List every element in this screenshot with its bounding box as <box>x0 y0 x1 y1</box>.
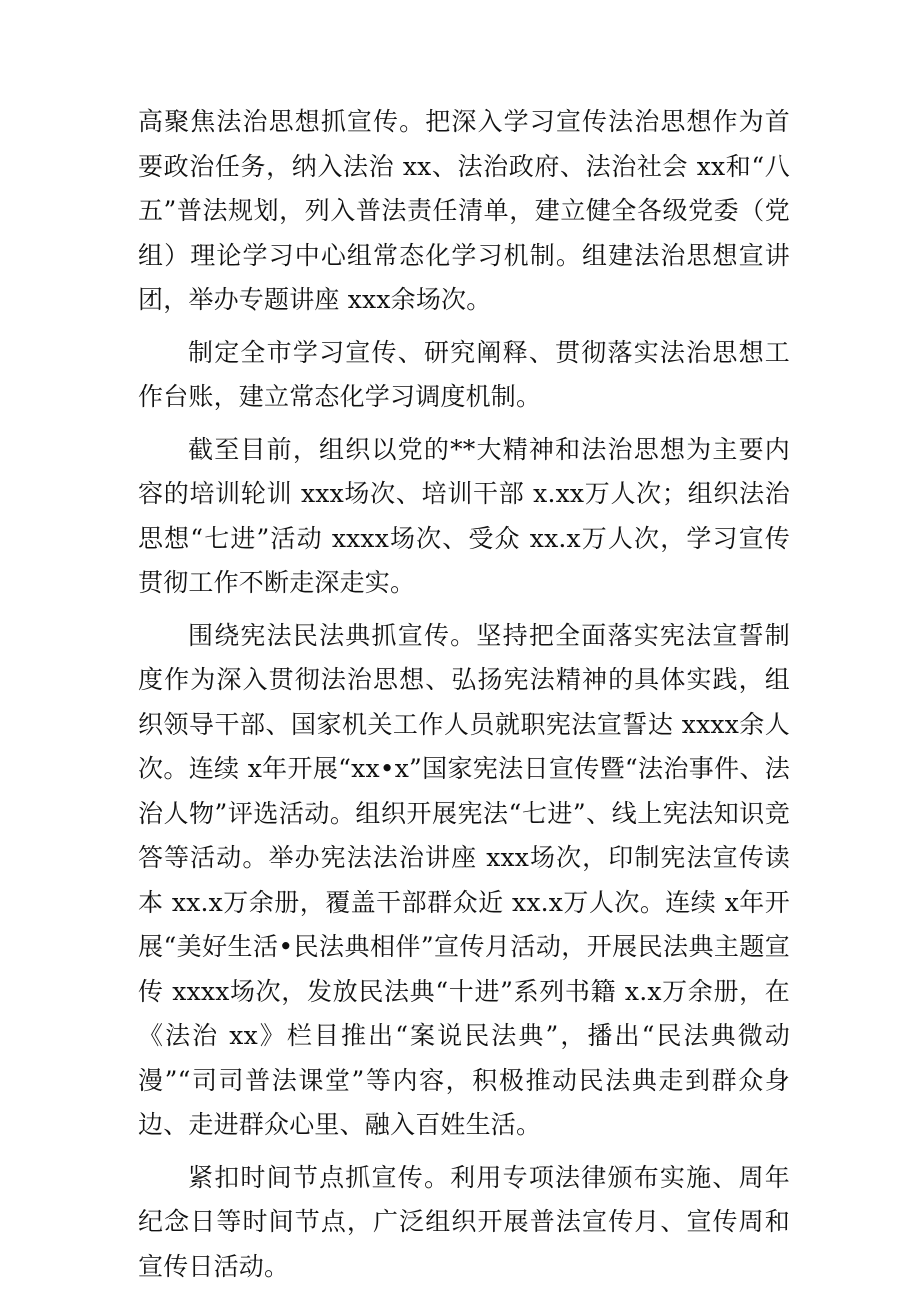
paragraph-1: 高聚焦法治思想抓宣传。把深入学习宣传法治思想作为首要政治任务，纳入法治 xx、法治政府、法治社会 xx和“八五”普法规划，列入普法责任清单，建立健全各级党委（党组）理论学习中心组常态化学习机制。组建法治思想宣讲团，举办专题讲座 xxx余场次。 <box>138 107 790 314</box>
paragraph-3: 截至目前，组织以党的**大精神和法治思想为主要内容的培训轮训 xxx场次、培训干部 x.xx万人次；组织法治思想“七进”活动 xxxx场次、受众 xx.x万人次，学习宣传贯彻工作不断走深走实。 <box>138 434 790 597</box>
paragraph-5: 紧扣时间节点抓宣传。利用专项法律颁布实施、周年纪念日等时间节点，广泛组织开展普法宣传月、宣传周和宣传日活动。 <box>138 1162 790 1281</box>
paragraph-4: 围绕宪法民法典抓宣传。坚持把全面落实宪法宣誓制度作为深入贯彻法治思想、弘扬宪法精神的具体实践，组织领导干部、国家机关工作人员就职宪法宣誓达 xxxx余人次。连续 x年开展“xx•x”国家宪法日宣传暨“法治事件、法治人物”评选活动。组织开展宪法“七进”、线上宪法知识竞答等活动。举办宪法法治讲座 xxx场次，印制宪法宣传读本 xx.x万余册，覆盖干部群众近 xx.x万人次。连续 x年开展“美好生活•民法典相伴”宣传月活动，开展民法典主题宣传 xxxx场次，发放民法典“十进”系列书籍 x.x万余册，在《法治 xx》栏目推出“案说民法典”，播出“民法典微动漫”“司司普法课堂”等内容，积极推动民法典走到群众身边、走进群众心里、融入百姓生活。 <box>138 620 790 1139</box>
document-page <box>138 100 790 1297</box>
paragraph-2: 制定全市学习宣传、研究阐释、贯彻落实法治思想工作台账，建立常态化学习调度机制。 <box>138 337 790 411</box>
